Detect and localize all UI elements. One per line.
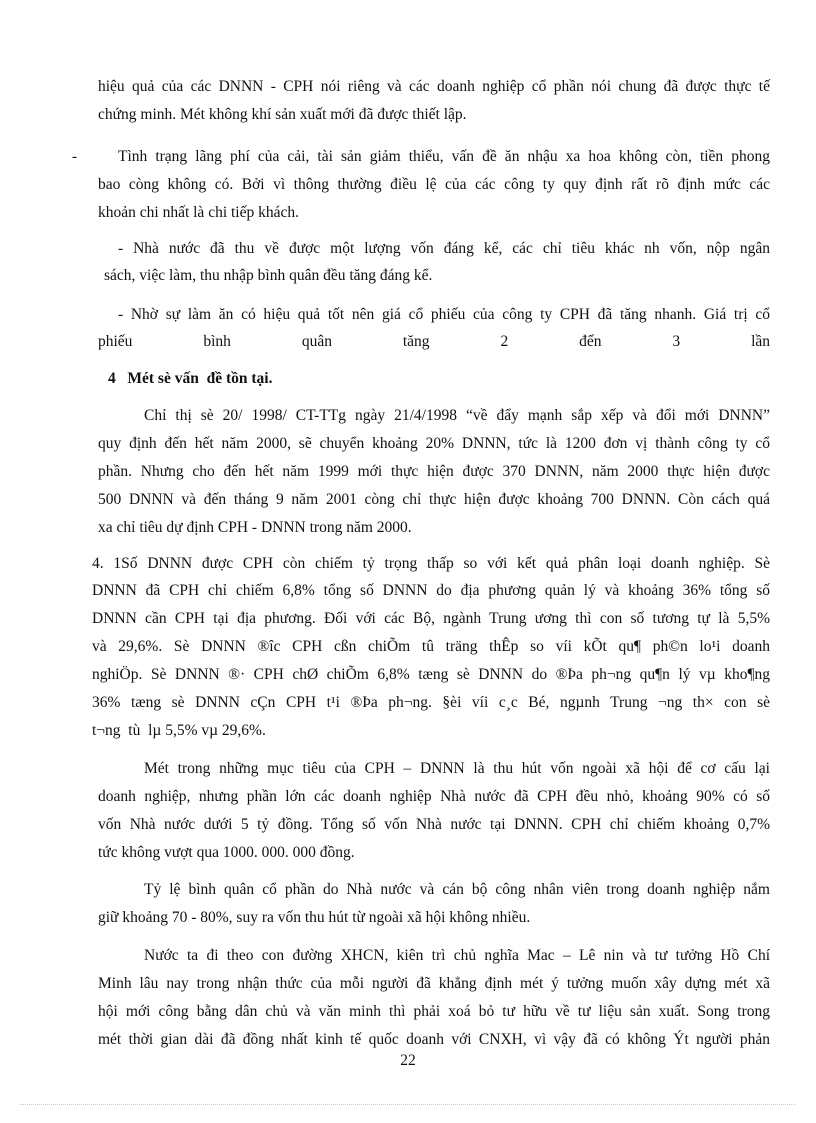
word: 2: [500, 333, 509, 350]
text-line: bao còng không có. Bởi vì thông thường điều lệ của các công ty quy định rất rõ định mức các: [98, 176, 770, 193]
text-line: quy định đến hết năm 2000, sẽ chuyển khoảng 20% DNNN, tức là 1200 đơn vị thành công ty cổ: [98, 435, 770, 452]
word: 3: [672, 333, 681, 350]
text-line: vốn Nhà nước dưới 5 tỷ đồng. Tổng số vốn Nhà nước tại DNNN. CPH chỉ chiếm khoảng 0,7%: [98, 816, 770, 833]
text-line: tức không vượt qua 1000. 000. 000 đồng.: [98, 844, 355, 861]
text-line: hội mới công bằng dân chủ và văn minh thì phải xoá bỏ tư hữu về tư liệu sản xuất. Song trong: [98, 1003, 770, 1020]
text-line: khoản chi nhất là chi tiếp khách.: [98, 204, 300, 221]
text-line: Tình trạng lãng phí của cải, tài sản giảm thiểu, vấn đề ăn nhậu xa hoa không còn, tiền phong: [118, 148, 770, 165]
text-line: xa chỉ tiêu dự định CPH - DNNN trong năm 2000.: [98, 519, 412, 536]
text-line: sách, việc làm, thu nhập bình quân đều tăng đáng kể.: [104, 267, 433, 284]
word: quân: [301, 333, 332, 350]
word: lần: [751, 333, 770, 350]
word: bình: [203, 333, 231, 350]
page-number: 22: [400, 1052, 416, 1069]
text-line: hiệu quả của các DNNN - CPH nói riêng và các doanh nghiệp cổ phần nói chung đã được thực tế: [98, 78, 770, 95]
text-line: DNNN cần CPH tại địa phương. Đối với các Bộ, ngành Trung ương thì con số tương tự là 5,5%: [92, 610, 770, 627]
text-line: 4. 1Số DNNN được CPH còn chiếm tỷ trọng thấp so với kết quả phân loại doanh nghiệp. Sè: [92, 555, 770, 572]
text-line: Minh lâu nay trong nhận thức của mỗi người đã khẳng định mét ý tưởng muốn xây dựng mét xã: [98, 975, 770, 992]
text-line: mét thời gian dài đã đồng nhất kinh tế quốc doanh với CNXH, vì vậy đã có không Ýt người phản: [98, 1031, 770, 1048]
word: phiếu: [98, 333, 133, 350]
text-line: [98, 331, 770, 353]
word: tăng: [402, 333, 430, 350]
text-line: Chỉ thị sè 20/ 1998/ CT-TTg ngày 21/4/1998 “về đẩy mạnh sắp xếp và đổi mới DNNN”: [144, 407, 770, 424]
text-line: chứng minh. Mét không khí sản xuất mới đã được thiết lập.: [98, 106, 467, 123]
text-line: và 29,6%. Sè DNNN ®îc CPH cßn chiÕm tû träng thÊp so víi kÕt qu¶ ph©n lo¹i doanh: [92, 638, 770, 655]
text-line: nghiÖp. Sè DNNN ®· CPH chØ chiÕm 6,8% tæng sè DNNN do ®Þa ph¬ng qu¶n lý vµ kho¶ng: [92, 666, 770, 683]
text-line: giữ khoảng 70 - 80%, suy ra vốn thu hút từ ngoài xã hội không nhiều.: [98, 909, 531, 926]
text-line: phần. Nhưng cho đến hết năm 1999 mới thực hiện được 370 DNNN, năm 2000 thực hiện được: [98, 463, 770, 480]
text-line: doanh nghiệp, nhưng phần lớn các doanh nghiệp Nhà nước đã CPH đều nhỏ, khoảng 90% có số: [98, 788, 770, 805]
text-line: Mét trong những mục tiêu của CPH – DNNN là thu hút vốn ngoài xã hội để cơ cấu lại: [144, 760, 770, 777]
text-line: Tỷ lệ bình quân cổ phần do Nhà nước và cán bộ công nhân viên trong doanh nghiệp nắm: [144, 881, 770, 898]
text-line: - Nhà nước đã thu về được một lượng vốn đáng kể, các chỉ tiêu khác nh vốn, nộp ngân: [118, 240, 770, 257]
text-line: 500 DNNN và đến tháng 9 năm 2001 còng chỉ thực hiện được khoảng 700 DNNN. Còn cách quá: [98, 491, 770, 508]
text-line: - Nhờ sự làm ăn có hiệu quả tốt nên giá cổ phiếu của công ty CPH đã tăng nhanh. Giá trị cổ: [118, 306, 770, 323]
section-heading: 4 Mét sè vấn đề tồn tại.: [108, 370, 273, 387]
text-line: DNNN đã CPH chỉ chiếm 6,8% tổng số DNNN do địa phương quản lý và khoảng 36% tổng số: [92, 582, 770, 599]
word: đến: [579, 333, 602, 350]
list-dash: -: [72, 148, 78, 165]
page-bottom-rule: [20, 1104, 796, 1105]
text-line: 36% tæng sè DNNN cÇn CPH t¹i ®Þa ph¬ng. §èi víi c¸c Bé, ngµnh Trung ¬ng th× con sè: [92, 694, 770, 711]
text-line: t¬ng tù lµ 5,5% vµ 29,6%.: [92, 722, 266, 739]
text-line: Nước ta đi theo con đường XHCN, kiên trì chủ nghĩa Mac – Lê nin và tư tưởng Hồ Chí: [144, 947, 770, 964]
